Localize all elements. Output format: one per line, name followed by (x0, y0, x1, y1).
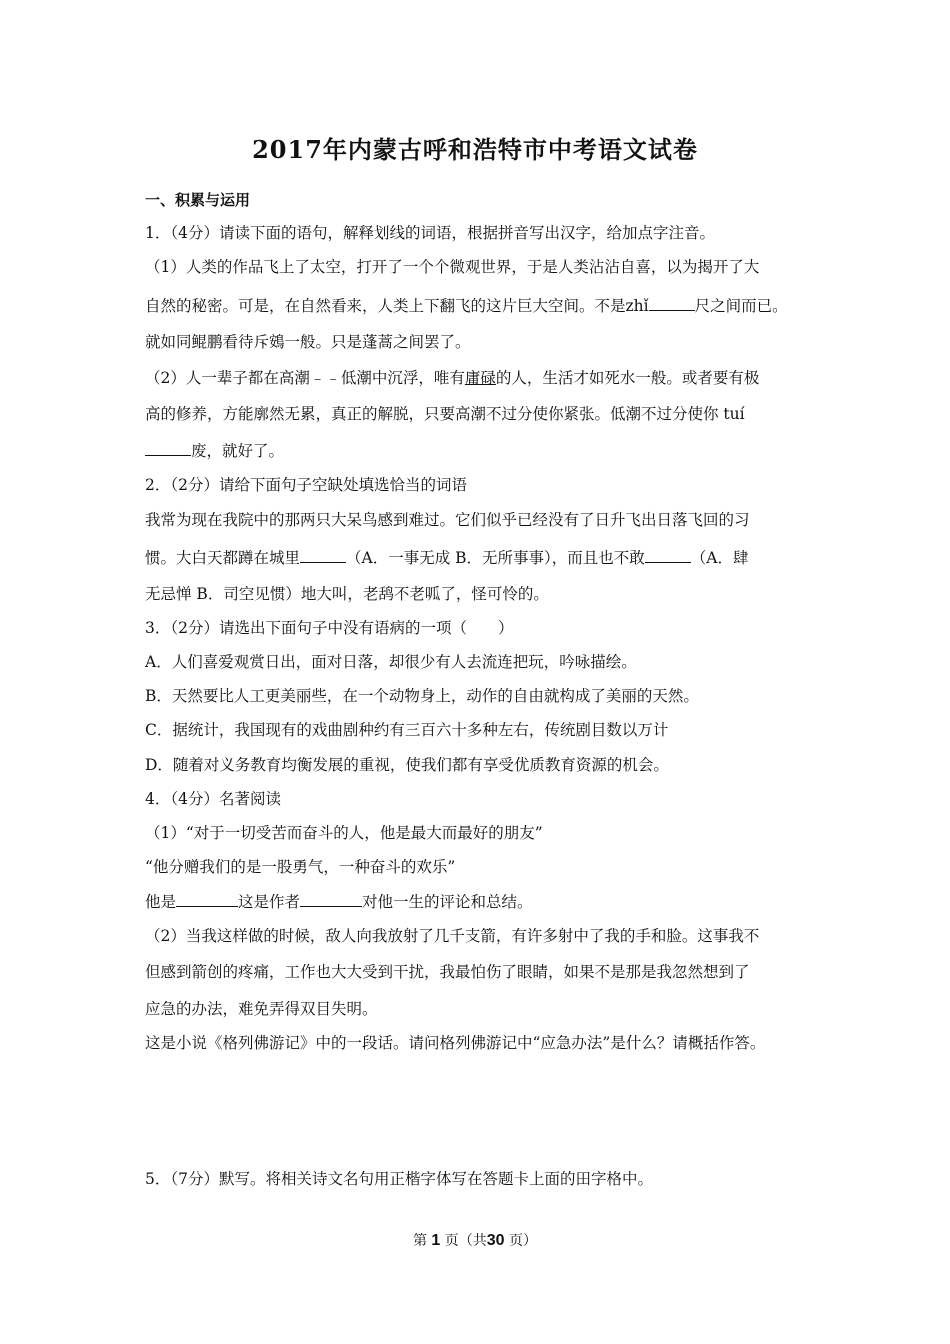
q4-p2-line3: 应急的办法，难免弄得双目失明。 (145, 1000, 378, 1018)
q4-p2-line4: 这是小说《格列佛游记》中的一段话。请问格列佛游记中“应急办法”是什么？请概括作答。 (145, 1034, 766, 1052)
footer-mid: 页（共 (444, 1233, 487, 1249)
q2-line2-b: （A．一事无成 B．无所事事），而且也不敢 (346, 549, 645, 567)
q3-option-a[interactable]: A．人们喜爱观赏日出，面对日落，却很少有人去流连把玩，吟咏描绘。 (145, 653, 637, 671)
q1-p2-line1-a: （2）人一辈子都在高潮﹣﹣低潮中沉浮，唯有 (145, 369, 465, 387)
page-number: 1 (431, 1232, 441, 1249)
q2-line2-a: 惯。大白天都蹲在城里 (145, 549, 301, 567)
q2-line2-c: （A．肆 (690, 549, 749, 567)
page-total: 30 (486, 1232, 505, 1249)
q4-p1-line3 (145, 891, 825, 912)
underlined-word: 庸碌 (464, 369, 496, 387)
answer-blank[interactable] (649, 295, 695, 311)
section-heading: 一、积累与运用 (145, 191, 251, 209)
q4-p2-line1: （2）当我这样做的时候，敌人向我放射了几千支箭，有许多射中了我的手和脸。这事我不 (145, 927, 760, 945)
page-title: 2017年内蒙古呼和浩特市中考语文试卷 (252, 135, 698, 164)
footer-pre: 第 (412, 1233, 427, 1249)
q4-p1-line3-b: 这是作者 (238, 893, 301, 911)
q2-line1: 我常为现在我院中的那两只大呆鸟感到难过。它们似乎已经没有了日升飞出日落飞回的习 (145, 511, 750, 529)
page-footer (0, 1230, 950, 1250)
q3-option-b[interactable]: B．天然要比人工更美丽些，在一个动物身上，动作的自由就构成了美丽的天然。 (145, 687, 699, 705)
q1-p1-line2-a: 自然的秘密。可是，在自然看来，人类上下翻飞的这片巨大空间。不是zhǐ (145, 297, 649, 315)
q4-stem: 4．（4分）名著阅读 (145, 790, 281, 808)
q4-p2-line2: 但感到箭创的疼痛，工作也大大受到干扰，我最怕伤了眼睛，如果不是那是我忽然想到了 (145, 963, 750, 981)
q4-p1-line1: （1）“对于一切受苦而奋斗的人，他是最大而最好的朋友” (145, 824, 543, 842)
answer-blank[interactable] (176, 891, 238, 907)
q1-p2-line3 (145, 440, 825, 461)
q4-p1-line3-c: 对他一生的评论和总结。 (362, 893, 533, 911)
q3-option-d[interactable]: D．随着对义务教育均衡发展的重视，使我们都有享受优质教育资源的机会。 (145, 756, 669, 774)
q1-p1-line2-b: 尺之间而已。 (694, 297, 788, 315)
q2-stem: 2．（2分）请给下面句子空缺处填选恰当的词语 (145, 476, 467, 494)
q5-stem: 5．（7分）默写。将相关诗文名句用正楷字体写在答题卡上面的田字格中。 (145, 1170, 653, 1188)
q3-option-c[interactable]: C．据统计，我国现有的戏曲剧种约有三百六十多种左右，传统剧目数以万计 (145, 721, 669, 739)
q1-stem: 1．（4分）请读下面的语句，解释划线的词语，根据拼音写出汉字，给加点字注音。 (145, 224, 715, 242)
q1-p2-line2: 高的修养，方能廓然无累，真正的解脱，只要高潮不过分使你紧张。低潮不过分使你 tuí (145, 405, 745, 423)
answer-blank[interactable] (300, 547, 346, 563)
answer-blank[interactable] (300, 891, 362, 907)
answer-blank[interactable] (645, 547, 691, 563)
q1-p1-line1: （1）人类的作品飞上了太空，打开了一个个微观世界，于是人类沾沾自喜，以为揭开了大 (145, 258, 760, 276)
q4-p1-line2: “他分赠我们的是一股勇气，一种奋斗的欢乐” (145, 858, 456, 876)
q1-p1-line3: 就如同鲲鹏看待斥鴳一般。只是蓬蒿之间罢了。 (145, 333, 471, 351)
q1-p2-line1-b: 的人，生活才如死水一般。或者要有极 (495, 369, 760, 387)
q4-p1-line3-a: 他是 (145, 893, 177, 911)
footer-post: 页） (509, 1233, 538, 1249)
q3-stem: 3．（2分）请选出下面句子中没有语病的一项（ ） (145, 619, 514, 637)
q2-line2 (145, 547, 825, 568)
q2-line3: 无忌惮 B．司空见惯）地大叫，老鸹不老呱了，怪可怜的。 (145, 585, 549, 603)
answer-blank[interactable] (145, 440, 191, 456)
q1-p1-line2 (145, 295, 825, 316)
q1-p2-line3-text: 废，就好了。 (191, 442, 285, 460)
q1-p2-line1 (145, 368, 825, 388)
